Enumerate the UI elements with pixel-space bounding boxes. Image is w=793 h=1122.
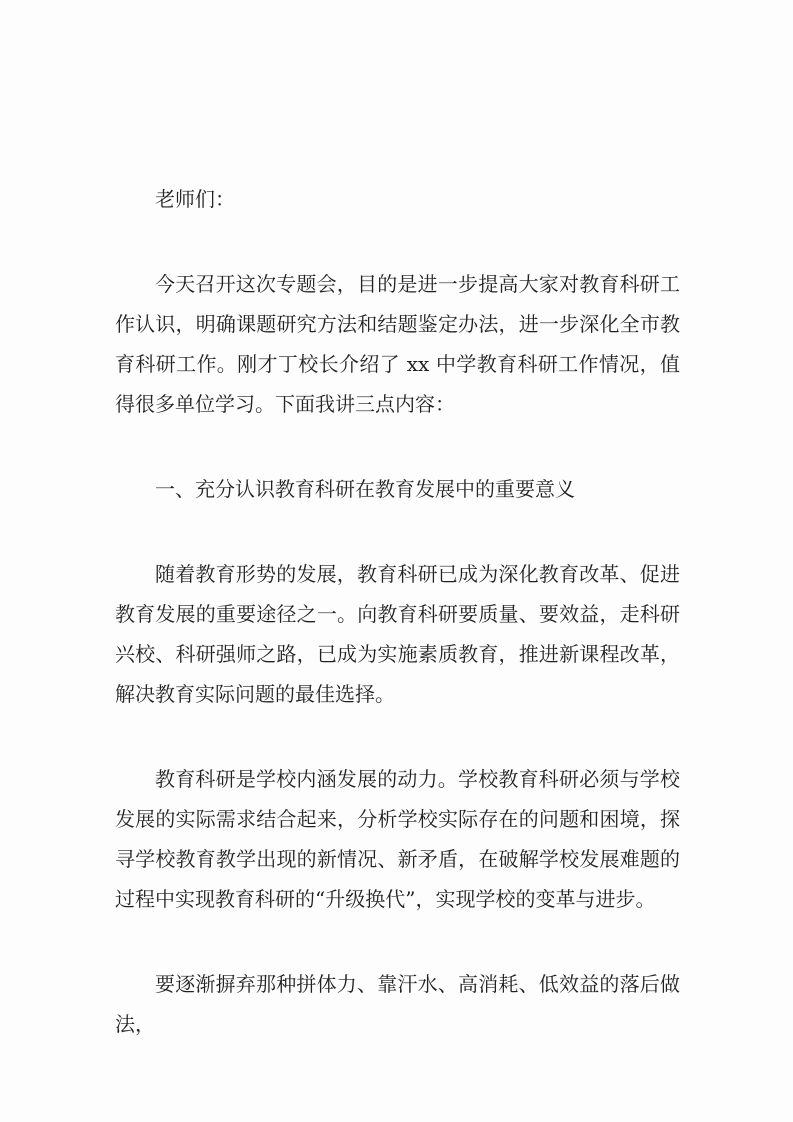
section-1-paragraph-3-truncated: 要逐渐摒弃那种拼体力、靠汗水、高消耗、低效益的落后做法，	[115, 972, 680, 1036]
section-1-paragraph-1: 随着教育形势的发展，教育科研已成为深化教育改革、促进教育发展的重要途径之一。向教育科研要质量、要效益，走科研兴校、科研强师之路，已成为实施素质教育，推进新课程改革，解决教育实际问题的最佳选择。	[115, 562, 680, 706]
intro-paragraph: 今天召开这次专题会，目的是进一步提高大家对教育科研工作认识，明确课题研究方法和结题鉴定办法，进一步深化全市教育科研工作。刚才丁校长介绍了 xx 中学教育科研工作情况，值得很多单位学习。下面我讲三点内容：	[115, 272, 680, 416]
document-body	[115, 179, 680, 1044]
salutation: 老师们：	[155, 187, 235, 211]
section-1-paragraph-2: 教育科研是学校内涵发展的动力。学校教育科研必须与学校发展的实际需求结合起来，分析学校实际存在的问题和困境，探寻学校教育教学出现的新情况、新矛盾，在破解学校发展难题的过程中实现教育科研的“升级换代”，实现学校的变革与进步。	[115, 767, 680, 911]
section-1-heading: 一、充分认识教育科研在教育发展中的重要意义	[155, 477, 575, 501]
